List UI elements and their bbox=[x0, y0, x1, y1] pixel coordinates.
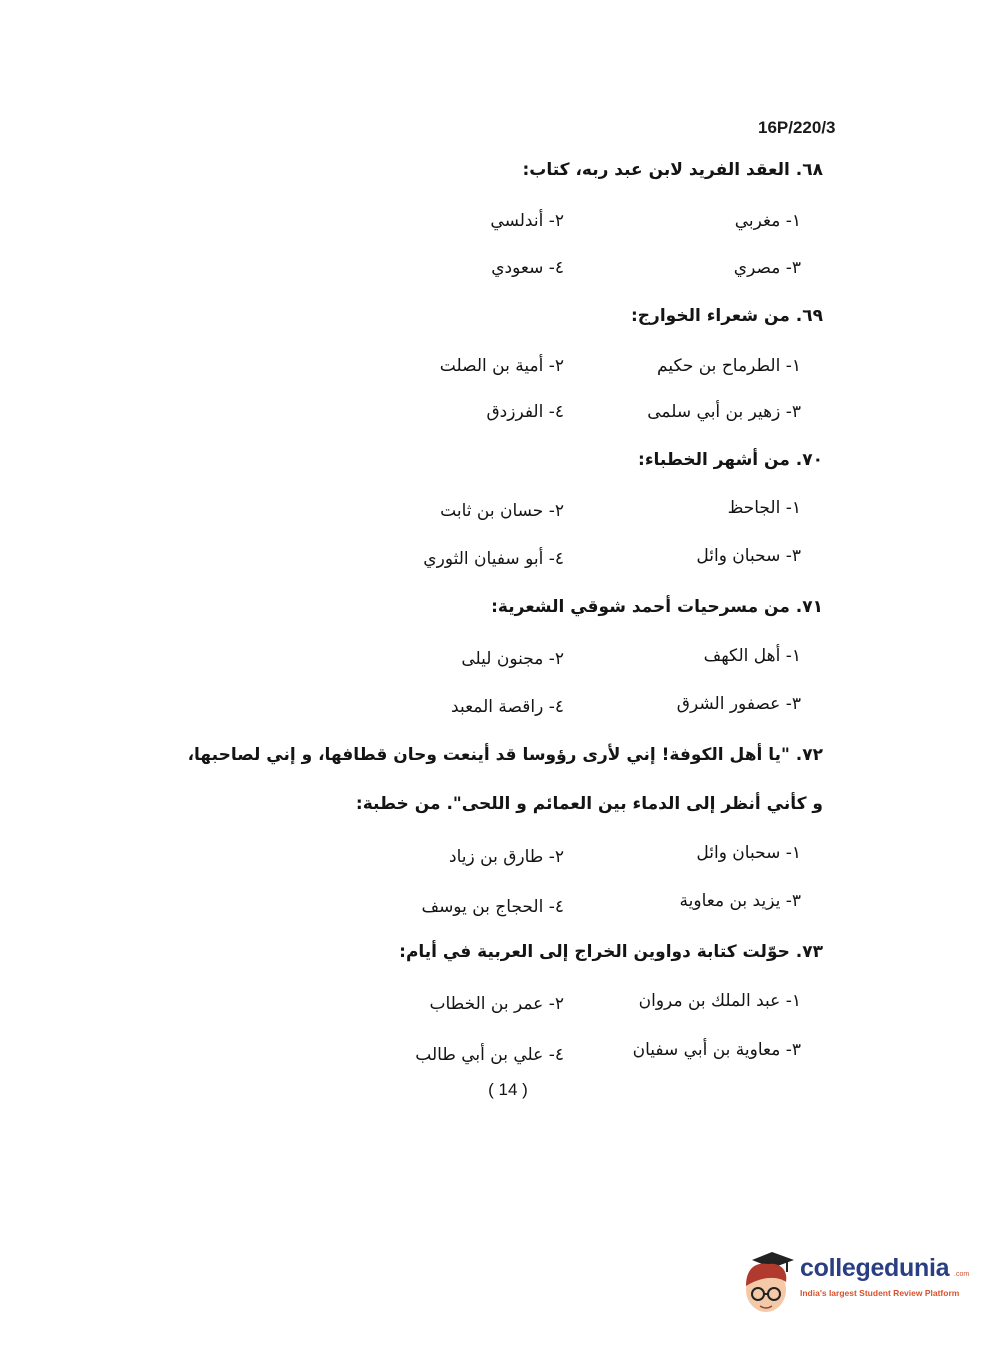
logo-tagline: India's largest Student Review Platform bbox=[800, 1288, 960, 1298]
q71-option-3: ٣- عصفور الشرق bbox=[676, 694, 801, 714]
q68-option-4: ٤- سعودي bbox=[491, 258, 564, 278]
q68-option-1: ١- مغربي bbox=[734, 211, 801, 231]
logo-dotcom: .com bbox=[954, 1271, 970, 1278]
q70-option-2: ٢- حسان بن ثابت bbox=[440, 501, 564, 521]
q72-option-3: ٣- يزيد بن معاوية bbox=[679, 891, 801, 911]
q71-option-2: ٢- مجنون ليلى bbox=[461, 649, 564, 669]
question-72: ٧٢. "يا أهل الكوفة! إني لأرى رؤوسا قد أينعت وحان قطافها، و إني لصاحبها، bbox=[187, 745, 823, 765]
question-73: ٧٣. حوّلت كتابة دواوين الخراج إلى العربية في أيام: bbox=[399, 942, 823, 962]
q69-option-4: ٤- الفرزدق bbox=[486, 402, 564, 422]
question-72-line-2: و كأني أنظر إلى الدماء بين العمائم و اللحى". من خطبة: bbox=[355, 794, 823, 814]
q70-option-4: ٤- أبو سفيان الثوري bbox=[423, 549, 564, 569]
question-68: ٦٨. العقد الفريد لابن عبد ربه، كتاب: bbox=[522, 160, 823, 180]
q72-option-1: ١- سحبان وائل bbox=[696, 843, 801, 863]
q70-option-3: ٣- سحبان وائل bbox=[696, 546, 801, 566]
q73-option-4: ٤- علي بن أبي طالب bbox=[415, 1045, 564, 1065]
q73-option-2: ٢- عمر بن الخطاب bbox=[429, 994, 564, 1014]
q70-option-1: ١- الجاحظ bbox=[727, 498, 801, 518]
q69-option-1: ١- الطرماح بن حكيم bbox=[657, 356, 801, 376]
q69-option-3: ٣- زهير بن أبي سلمى bbox=[647, 402, 801, 422]
question-70: ٧٠. من أشهر الخطباء: bbox=[638, 450, 823, 470]
question-69: ٦٩. من شعراء الخوارج: bbox=[631, 306, 823, 326]
collegedunia-logo bbox=[742, 1246, 972, 1316]
page-code: 16P/220/3 bbox=[758, 118, 836, 137]
q73-option-3: ٣- معاوية بن أبي سفيان bbox=[632, 1040, 801, 1060]
q72-option-4: ٤- الحجاج بن يوسف bbox=[421, 897, 564, 917]
q71-option-1: ١- أهل الكهف bbox=[703, 646, 801, 666]
q73-option-1: ١- عبد الملك بن مروان bbox=[638, 991, 801, 1011]
q71-option-4: ٤- راقصة المعبد bbox=[451, 697, 564, 717]
student-mascot-icon bbox=[742, 1246, 800, 1316]
q68-option-3: ٣- مصري bbox=[733, 258, 801, 278]
q68-option-2: ٢- أندلسي bbox=[490, 211, 564, 231]
logo-wordmark: collegedunia bbox=[800, 1254, 950, 1282]
question-71: ٧١. من مسرحيات أحمد شوقي الشعرية: bbox=[491, 597, 823, 617]
q72-option-2: ٢- طارق بن زياد bbox=[449, 847, 564, 867]
q69-option-2: ٢- أمية بن الصلت bbox=[439, 356, 564, 376]
page-number: ( 14 ) bbox=[488, 1080, 528, 1099]
